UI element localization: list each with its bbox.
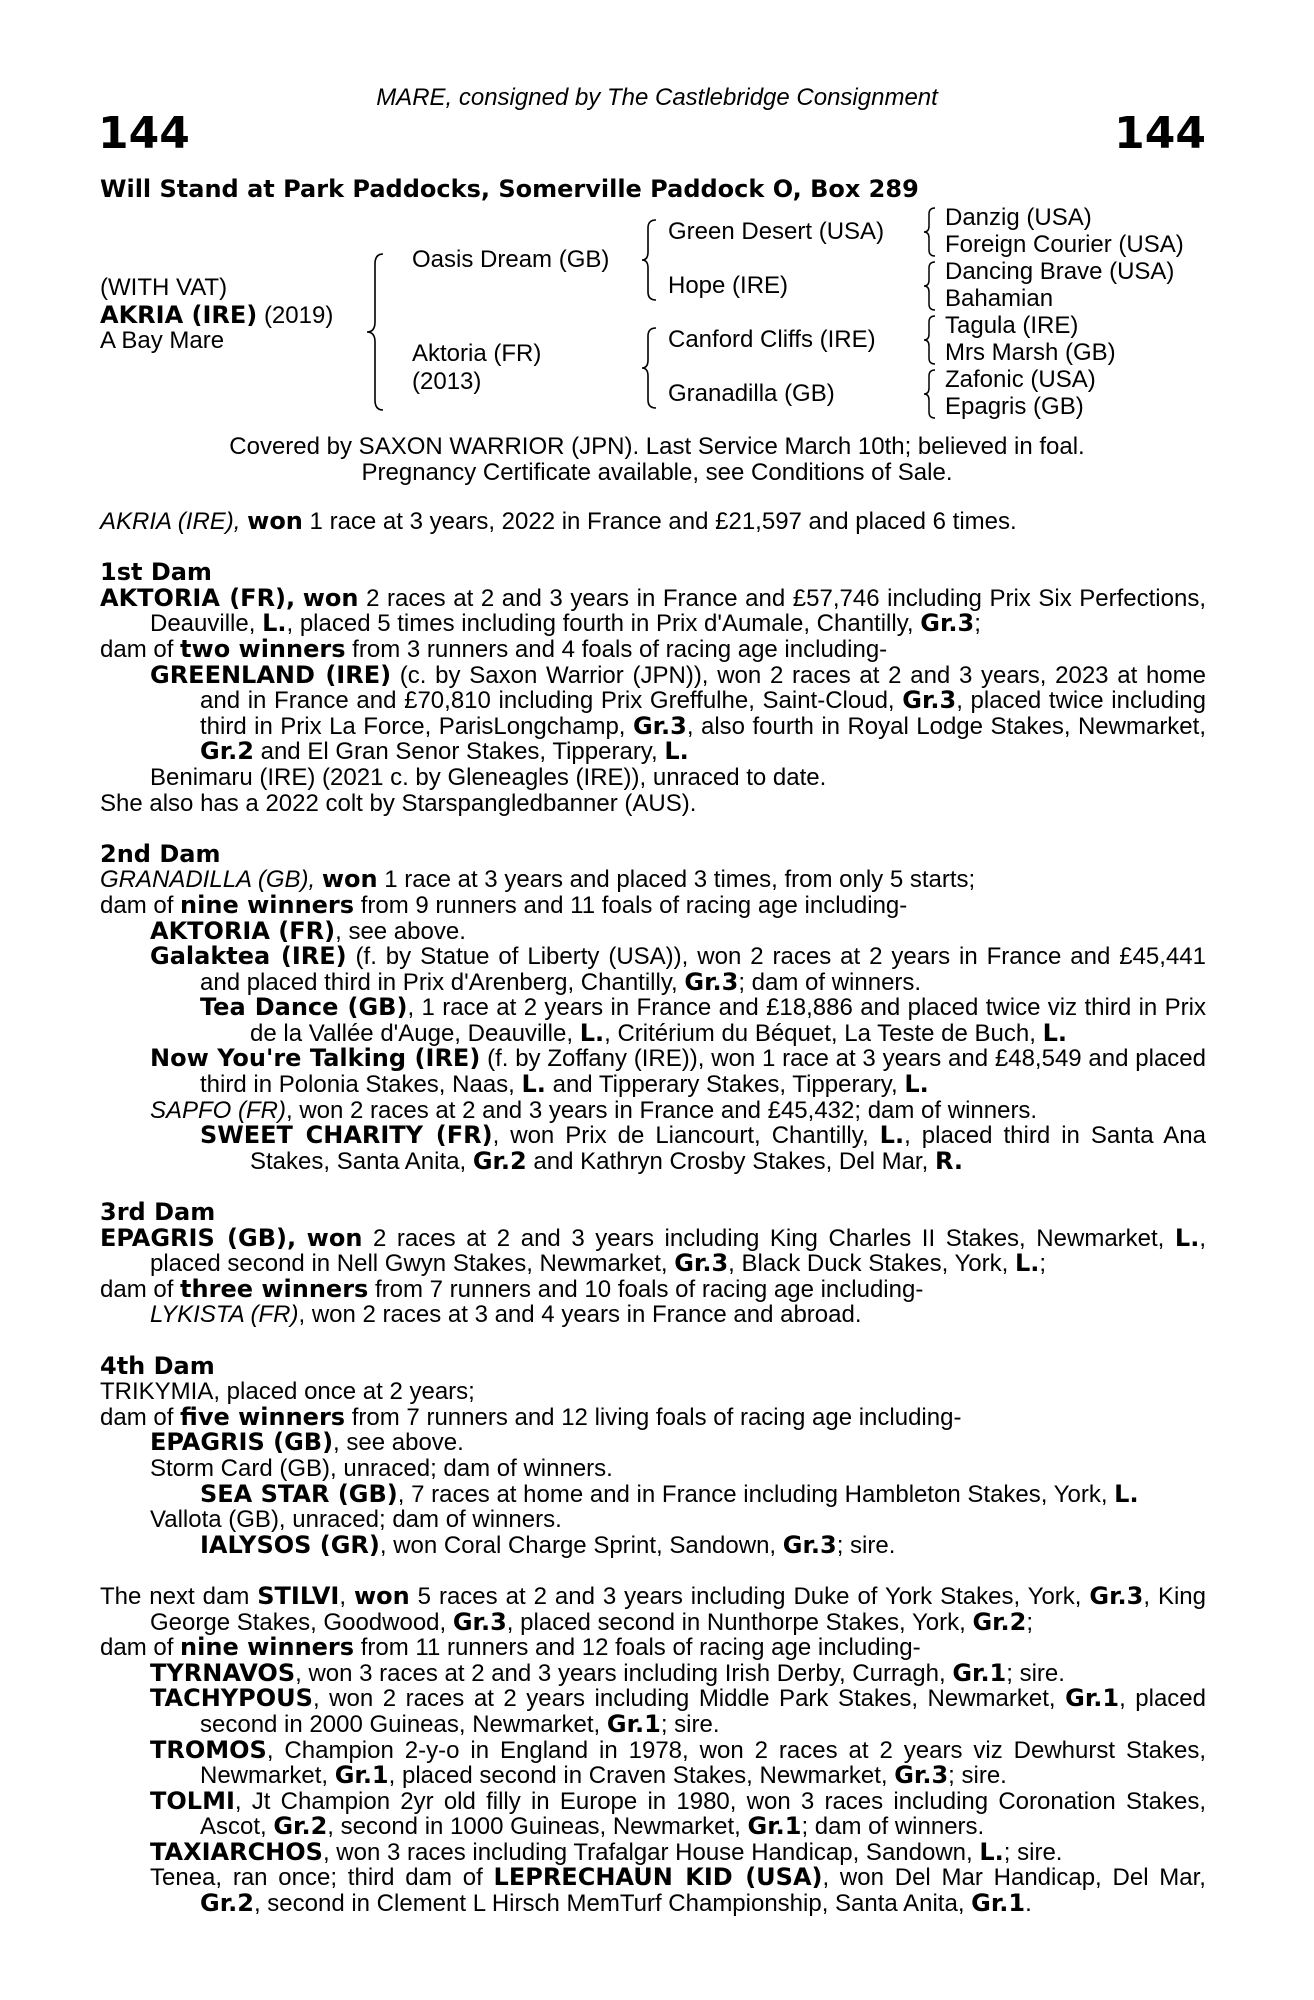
produce-sea-star: SEA STAR (GB), 7 races at home and in France including Hambleton Stakes, York, L.	[200, 1479, 1139, 1508]
sire-sire: Green Desert (USA)	[668, 218, 885, 245]
granddam-2: Bahamian	[945, 285, 1054, 312]
dam-sire: Canford Cliffs (IRE)	[668, 326, 876, 353]
fourth-dam-heading: 4th Dam	[100, 1351, 215, 1380]
produce-greenland: GREENLAND (IRE) (c. by Saxon Warrior (JPN)), won 2 races at 2 and 3 years, 2023 at home and in France and £70,810 including Prix Greffulhe, Saint-Cloud, Gr.3, placed twice including third in Prix La Force, ParisLongchamp, Gr.3, also fourth in Royal Lodge Stakes, Newmarket, Gr.2 and El Gran Senor Stakes, Tipperary, L.	[150, 660, 1206, 766]
dam: Aktoria (FR)	[412, 340, 542, 367]
produce-epagris: EPAGRIS (GB), see above.	[150, 1428, 464, 1457]
grandsire-4: Zafonic (USA)	[945, 366, 1096, 393]
produce-tyrnavos: TYRNAVOS, won 3 races at 2 and 3 years including Irish Derby, Curragh, Gr.1; sire.	[150, 1658, 1065, 1687]
first-dam-produce: dam of two winners from 3 runners and 4 foals of racing age including-	[100, 634, 888, 663]
stand-location: Will Stand at Park Paddocks, Somerville Paddock O, Box 289	[100, 175, 919, 203]
brace-sire-dam	[365, 252, 389, 412]
first-dam-heading: 1st Dam	[100, 558, 212, 587]
covered-note	[0, 434, 1314, 486]
brace-g3	[922, 314, 938, 366]
lot-number-left: 144	[98, 108, 190, 159]
dam-dam: Granadilla (GB)	[668, 380, 835, 407]
grandsire-3: Tagula (IRE)	[945, 312, 1079, 339]
produce-taxiarchos: TAXIARCHOS, won 3 races including Trafalgar House Handicap, Sandown, L.; sire.	[150, 1837, 1063, 1866]
next-dam-produce: dam of nine winners from 11 runners and 12 foals of racing age including-	[100, 1633, 921, 1662]
covered-line-2: Pregnancy Certificate available, see Conditions of Sale.	[361, 459, 953, 486]
granddam-3: Mrs Marsh (GB)	[945, 339, 1116, 366]
produce-now-youre-talking: Now You're Talking (IRE) (f. by Zoffany (IRE)), won 1 race at 3 years and £48,549 and placed third in Polonia Stakes, Naas, L. and Tipperary Stakes, Tipperary, L.	[150, 1044, 1206, 1099]
produce-sweet-charity: SWEET CHARITY (FR), won Prix de Liancourt, Chantilly, L., placed third in Santa Ana Stakes, Santa Anita, Gr.2 and Kathryn Crosby Stakes, Del Mar, R.	[200, 1121, 1206, 1175]
sire-dam: Hope (IRE)	[668, 272, 789, 299]
lot-number-right: 144	[1114, 108, 1206, 159]
brace-g1	[922, 206, 938, 258]
produce-tolmi: TOLMI, Jt Champion 2yr old filly in Europe in 1980, won 3 races including Coronation Stakes, Ascot, Gr.2, second in 1000 Guineas, Newmarket, Gr.1; dam of winners.	[150, 1786, 1206, 1841]
produce-ialysos: IALYSOS (GR), won Coral Charge Sprint, Sandown, Gr.3; sire.	[200, 1530, 896, 1559]
brace-sire-parents	[640, 218, 660, 302]
covered-line-1: Covered by SAXON WARRIOR (JPN). Last Service March 10th; believed in foal.	[229, 433, 1085, 460]
fourth-dam-produce: dam of five winners from 7 runners and 12 living foals of racing age including-	[100, 1402, 962, 1431]
second-dam-heading: 2nd Dam	[100, 839, 221, 868]
grandsire-2: Dancing Brave (USA)	[945, 258, 1175, 285]
third-dam-heading: 3rd Dam	[100, 1198, 216, 1227]
brace-g2	[922, 260, 938, 312]
horse-description: A Bay Mare	[100, 327, 225, 354]
fourth-dam-record: TRIKYMIA, placed once at 2 years;	[100, 1378, 475, 1406]
second-dam-record: GRANADILLA (GB), won 1 race at 3 years and placed 3 times, from only 5 starts;	[100, 865, 976, 894]
race-record: AKRIA (IRE), won 1 race at 3 years, 2022 in France and £21,597 and placed 6 times.	[100, 507, 1017, 535]
produce-tea-dance: Tea Dance (GB), 1 race at 2 years in France and £18,886 and placed twice viz third in Prix de la Vallée d'Auge, Deauville, L., Critérium du Béquet, La Teste de Buch, L.	[200, 993, 1206, 1047]
horse-name: AKRIA (IRE)	[100, 301, 258, 329]
produce-lykista: LYKISTA (FR), won 2 races at 3 and 4 years in France and abroad.	[150, 1301, 862, 1329]
sire: Oasis Dream (GB)	[412, 246, 610, 273]
consignor-line: MARE, consigned by The Castlebridge Consignment	[376, 84, 938, 111]
third-dam-produce: dam of three winners from 7 runners and 10 foals of racing age including-	[100, 1274, 924, 1303]
produce-sapfo: SAPFO (FR), won 2 races at 2 and 3 years in France and £45,432; dam of winners.	[150, 1096, 1038, 1124]
brace-g4	[922, 368, 938, 420]
brace-dam-parents	[640, 326, 660, 410]
granddam-4: Epagris (GB)	[945, 393, 1084, 420]
horse-year: (2019)	[263, 302, 334, 329]
produce-tachypous: TACHYPOUS, won 2 races at 2 years including Middle Park Stakes, Newmarket, Gr.1, placed second in 2000 Guineas, Newmarket, Gr.1; sire.	[150, 1684, 1206, 1738]
produce-benimaru: Benimaru (IRE) (2021 c. by Gleneagles (IRE)), unraced to date.	[150, 763, 827, 791]
first-dam-record: AKTORIA (FR), won 2 races at 2 and 3 years in France and £57,746 including Prix Six Perfections, Deauville, L., placed 5 times including fourth in Prix d'Aumale, Chantilly, Gr.3;	[100, 583, 1207, 638]
produce-storm-card: Storm Card (GB), unraced; dam of winners.	[150, 1454, 613, 1482]
horse-title	[100, 301, 333, 330]
produce-galaktea: Galaktea (IRE) (f. by Statue of Liberty (USA)), won 2 races at 2 years in France and £45,441 and placed third in Prix d'Arenberg, Chantilly, Gr.3; dam of winners.	[150, 942, 1206, 996]
second-dam-produce: dam of nine winners from 9 runners and 11 foals of racing age including-	[100, 890, 908, 919]
produce-vallota: Vallota (GB), unraced; dam of winners.	[150, 1506, 562, 1534]
vat-note: (WITH VAT)	[100, 274, 228, 301]
produce-record	[100, 509, 1206, 1917]
dam-year: (2013)	[412, 368, 482, 395]
next-dam-record: The next dam STILVI, won 5 races at 2 and 3 years including Duke of York Stakes, York, Gr.3, King George Stakes, Goodwood, Gr.3, placed second in Nunthorpe Stakes, York, Gr.2;	[100, 1581, 1206, 1636]
third-dam-record: EPAGRIS (GB), won 2 races at 2 and 3 years including King Charles II Stakes, Newmarket, L., placed second in Nell Gwyn Stakes, Newmarket, Gr.3, Black Duck Stakes, York, L.;	[100, 1223, 1207, 1278]
grandsire-1: Danzig (USA)	[945, 204, 1092, 231]
produce-tenea: Tenea, ran once; third dam of LEPRECHAUN KID (USA), won Del Mar Handicap, Del Mar, Gr.2, second in Clement L Hirsch MemTurf Championship, Santa Anita, Gr.1.	[150, 1863, 1206, 1918]
produce-aktoria: AKTORIA (FR), see above.	[150, 916, 466, 945]
granddam-1: Foreign Courier (USA)	[945, 231, 1184, 258]
produce-tromos: TROMOS, Champion 2-y-o in England in 1978, won 2 races at 2 years viz Dewhurst Stakes, Newmarket, Gr.1, placed second in Craven Stakes, Newmarket, Gr.3; sire.	[150, 1735, 1206, 1790]
produce-also: She also has a 2022 colt by Starspangledbanner (AUS).	[100, 789, 697, 817]
